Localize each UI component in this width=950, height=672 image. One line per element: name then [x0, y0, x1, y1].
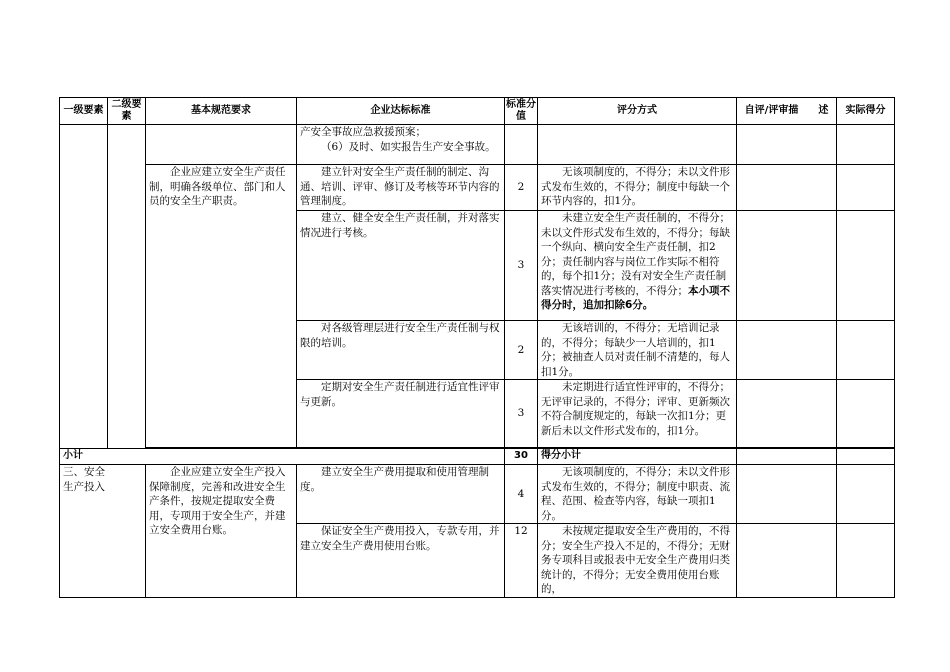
col-level2: 二级要素	[108, 98, 146, 125]
subtotal-label: 小计	[60, 449, 505, 465]
col-basic-req: 基本规范要求	[146, 98, 297, 125]
standard-cell: 保证安全生产费用投入，专款专用，并建立安全生产费用使用台账。	[297, 524, 505, 598]
standard-cell: 建立、健全安全生产责任制，并对落实情况进行考核。	[297, 211, 505, 321]
standard-cell: 对各级管理层进行安全生产责任制与权限的培训。	[297, 321, 505, 380]
method-bold-note: 本小项不得分时，追加扣除6分。	[541, 284, 730, 311]
method-cell: 无该培训的，不得分；无培训记录的，不得分；每缺少一人培训的，扣1分；被抽查人员对责任制不清楚的，每人扣1分。	[538, 321, 737, 380]
col-score: 标准分值	[505, 98, 538, 125]
score-cell: 4	[505, 465, 538, 524]
subtotal-method: 得分小计	[538, 449, 737, 465]
basic-req-cell: 企业应建立安全生产责任制，明确各级单位、部门和人员的安全生产职责。	[146, 165, 297, 448]
method-cell: 未按规定提取安全生产费用的，不得分；安全生产投入不足的，不得分；无财务专项科目或报表中无安全生产费用归类统计的，不得分；无安全费用使用台账的，	[538, 524, 737, 598]
score-cell: 2	[505, 321, 538, 380]
standard-cell: 定期对安全生产责任制进行适宜性评审与更新。	[297, 380, 505, 448]
score-cell: 3	[505, 211, 538, 321]
standard-cell: 建立针对安全生产责任制的制定、沟通、培训、评审、修订及考核等环节内容的管理制度。	[297, 165, 505, 211]
method-cell: 未定期进行适宜性评审的，不得分；无评审记录的，不得分；评审、更新频次不符合制度规定的，每缺一次扣1分；更新后未以文件形式发布的，扣1分。	[538, 380, 737, 448]
level1-cell: 三、安全生产投入	[60, 465, 146, 598]
subtotal-row	[60, 449, 895, 465]
standard-cell: 建立安全生产费用提取和使用管理制度。	[297, 465, 505, 524]
col-actual: 实际得分	[837, 98, 895, 125]
score-cell: 12	[505, 524, 538, 598]
col-self-eval: 自评/评审描 述	[737, 98, 837, 125]
table-row	[60, 125, 895, 165]
method-cell: 未建立安全生产责任制的，不得分；未以文件形式发布生效的，不得分；每缺一个纵向、横向安全生产责任制，扣2分；责任制内容与岗位工作实际不相符的，每个扣1分；没有对安全生产责任制落实情况进行考核的，不得分；本小项不得分时，追加扣除6分。	[538, 211, 737, 321]
col-method: 评分方式	[538, 98, 737, 125]
method-cell: 无该项制度的，不得分；未以文件形式发布生效的，不得分；制度中职责、流程、范围、检查等内容，每缺一项扣1分。	[538, 465, 737, 524]
subtotal-score: 30	[505, 449, 538, 465]
col-standard: 企业达标标准	[297, 98, 505, 125]
method-cell: 无该项制度的，不得分；未以文件形式发布生效的，不得分；制度中每缺一个环节内容的，扣1分。	[538, 165, 737, 211]
header-row	[60, 98, 895, 125]
table-row	[60, 165, 895, 211]
score-cell: 3	[505, 380, 538, 448]
standard-cell: 产安全事故应急救援预案； （6）及时、如实报告生产安全事故。	[297, 125, 505, 165]
col-level1: 一级要素	[60, 98, 108, 125]
standards-table	[59, 97, 895, 598]
basic-req-cell: 企业应建立安全生产投入保障制度，完善和改进安全生产条件，按规定提取安全费用，专项用于安全生产，并建立安全费用台账。	[146, 465, 297, 598]
table-row	[60, 465, 895, 524]
score-cell: 2	[505, 165, 538, 211]
